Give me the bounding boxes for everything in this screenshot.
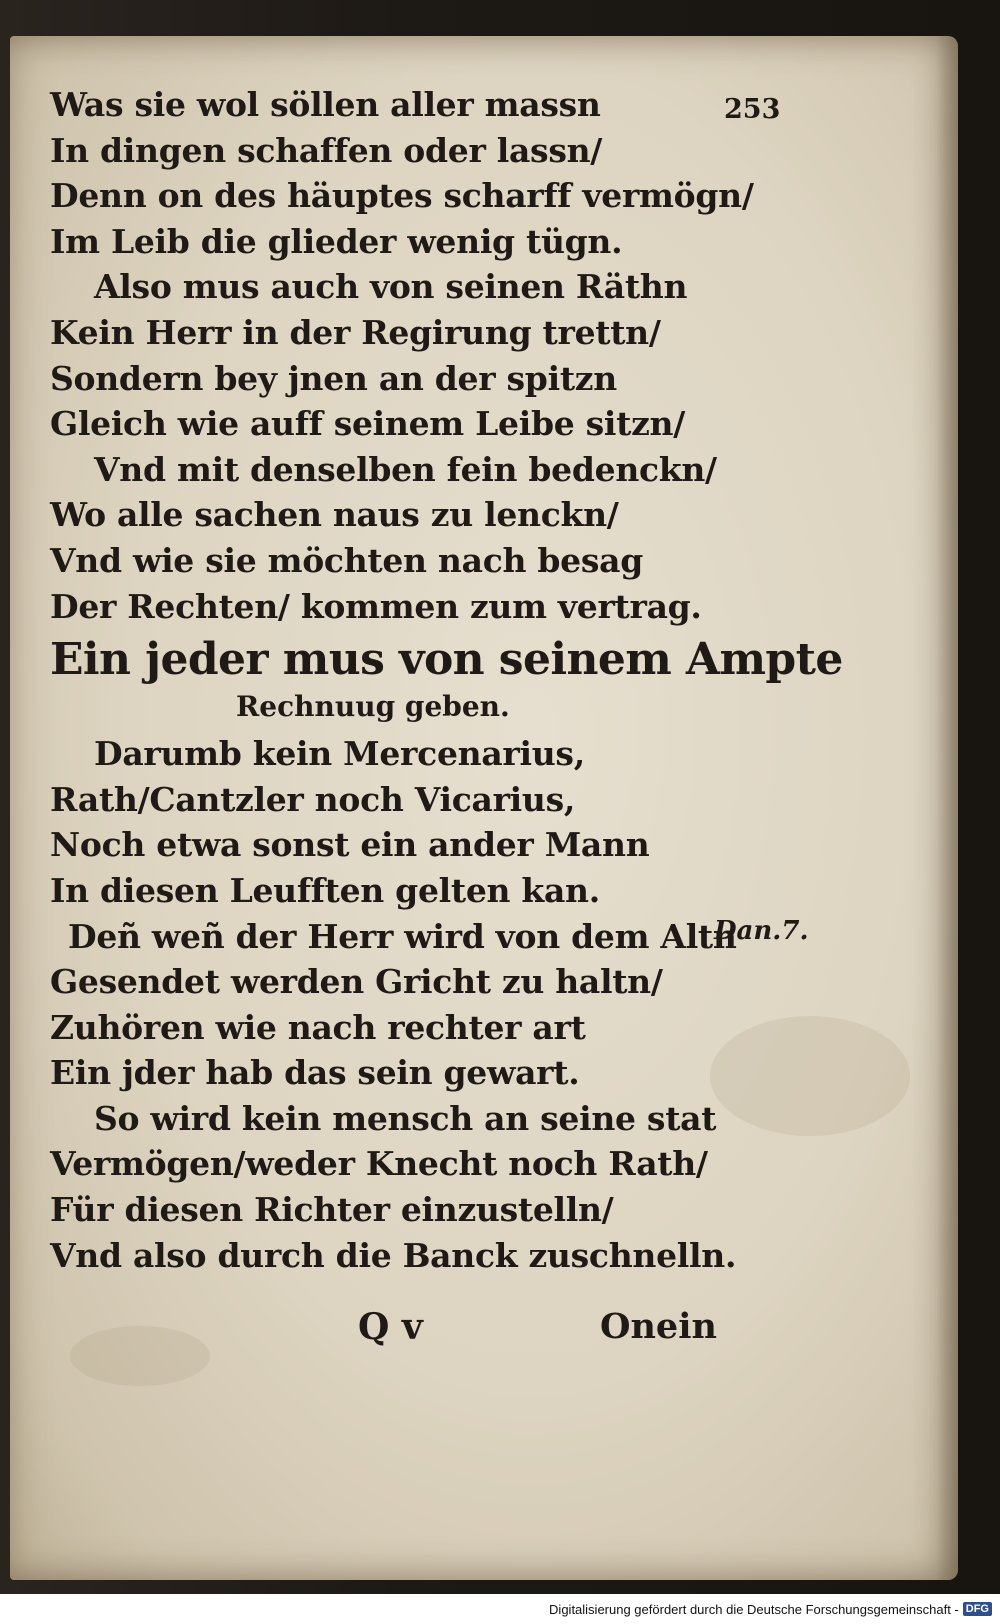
signature-mark: Q v — [358, 1306, 423, 1348]
book-page — [10, 36, 958, 1580]
verse-line: Rath/Cantzler noch Vicarius, — [50, 779, 576, 819]
paper-stain — [70, 1326, 210, 1386]
verse-line: Deñ weñ der Herr wird von dem Altn — [68, 916, 737, 956]
section-subheading: Rechnuug geben. — [236, 690, 510, 724]
verse-line: Noch etwa sonst ein ander Mann — [50, 825, 650, 865]
margin-note: Dan.7. — [714, 916, 809, 946]
verse-line: Ein jder hab das sein gewart. — [50, 1053, 580, 1093]
verse-line: Was sie wol söllen aller massn — [50, 85, 601, 124]
verse-line: In dingen schaffen oder lassn/ — [50, 130, 603, 170]
verse-line: So wird kein mensch an seine stat — [94, 1098, 717, 1138]
catchword: Onein — [600, 1306, 717, 1347]
verse-line: Für diesen Richter einzustelln/ — [50, 1190, 614, 1230]
verse-line: Gesendet werden Gricht zu haltn/ — [50, 962, 663, 1002]
verse-line: Denn on des häuptes scharff vermögn/ — [50, 176, 754, 216]
verse-line: Vnd wie sie möchten nach besag — [50, 540, 643, 580]
verse-line: Darumb kein Mercenarius, — [94, 734, 585, 774]
verse-line: Vnd mit denselben fein bedenckn/ — [94, 449, 717, 489]
verse-line: Zuhören wie nach rechter art — [50, 1007, 586, 1047]
credit-text: Digitalisierung gefördert durch die Deutsche Forschungsgemeinschaft - — [549, 1601, 959, 1617]
verse-line: In diesen Leufften gelten kan. — [50, 870, 600, 910]
verse-line: Also mus auch von seinen Räthn — [94, 267, 688, 307]
credit-bar — [0, 1594, 1000, 1624]
page-number: 253 — [724, 94, 781, 125]
verse-line: Gleich wie auff seinem Leibe sitzn/ — [50, 404, 685, 444]
section-heading: Ein jeder mus von seinem Ampte — [50, 634, 843, 686]
verse-line: Kein Herr in der Regirung trettn/ — [50, 312, 661, 352]
verse-line: Sondern bey jnen an der spitzn — [50, 358, 617, 398]
verse-line: Wo alle sachen naus zu lenckn/ — [50, 495, 619, 535]
verse-line: Vnd also durch die Banck zuschnelln. — [50, 1235, 737, 1275]
dfg-logo-icon: DFG — [963, 1602, 992, 1616]
verse-line: Im Leib die glieder wenig tügn. — [50, 221, 623, 261]
verse-line: Der Rechten/ kommen zum vertrag. — [50, 586, 702, 626]
verse-line: Vermögen/weder Knecht noch Rath/ — [50, 1144, 708, 1184]
page-edge-shadow — [936, 36, 958, 1580]
